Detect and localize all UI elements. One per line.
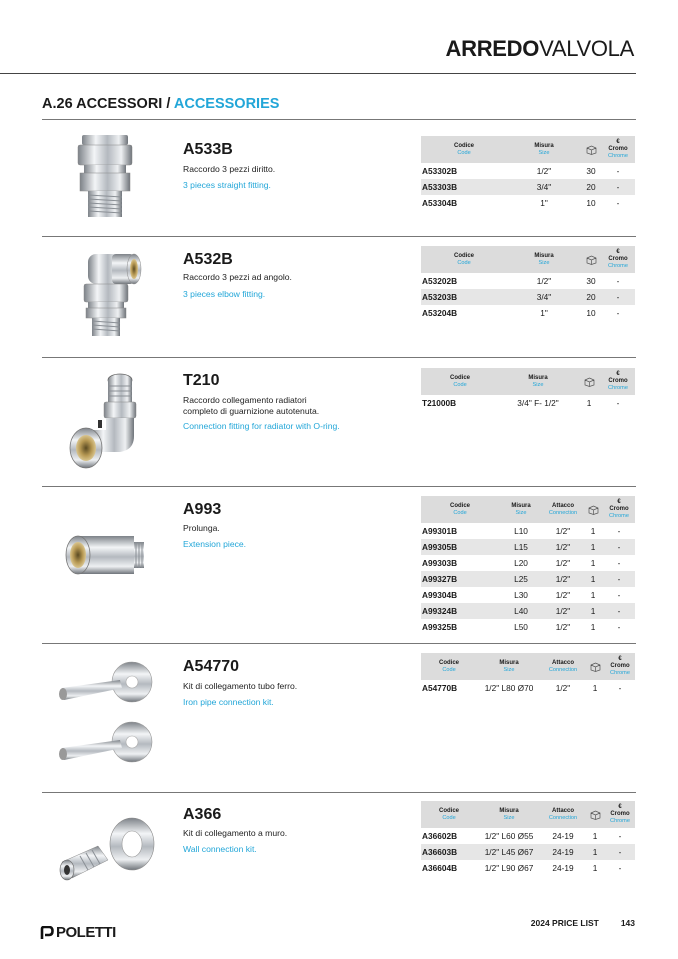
extension-piece-image	[50, 520, 160, 590]
col-package	[581, 246, 601, 273]
section-title	[42, 96, 279, 112]
euro-icon: €	[618, 804, 622, 810]
product-desc-it: Kit di collegamento tubo ferro.	[183, 681, 298, 691]
brand-light: VALVOLA	[539, 36, 634, 61]
logo-text: POLETTI	[56, 924, 116, 941]
section-rule	[42, 119, 636, 120]
price-table	[421, 136, 635, 211]
euro-icon: €	[616, 139, 620, 145]
table-row: A53304B 1" 10 -	[422, 198, 620, 208]
table-row: A99324B L40 1/2" 1 -	[421, 603, 635, 619]
table-header	[421, 368, 635, 395]
col-price: € Cromo Chrome	[601, 246, 635, 273]
table-header	[421, 801, 635, 828]
col-connection: Attacco Connection	[541, 801, 585, 828]
section-title-en: ACCESSORIES	[173, 96, 280, 112]
col-package	[583, 496, 603, 523]
price-table	[421, 496, 635, 635]
table-header	[421, 496, 635, 523]
col-price: € Cromo Chrome	[601, 136, 635, 163]
table-row: A99305B L15 1/2" 1 -	[421, 539, 635, 555]
product-divider	[42, 236, 636, 237]
product-desc-en: Iron pipe connection kit.	[183, 697, 274, 707]
table-row: A54770B 1/2" L80 Ø70 1/2" 1 -	[422, 683, 622, 693]
col-size: Misura Size	[507, 246, 581, 273]
product-name: T210	[183, 372, 220, 389]
box-icon	[590, 810, 601, 820]
product-desc-it: Prolunga.	[183, 523, 220, 533]
product-name: A366	[183, 806, 222, 823]
table-row: A53202B 1/2" 30 -	[422, 276, 620, 286]
table-row: A36602B 1/2" L60 Ø55 24-19 1 -	[422, 831, 622, 841]
wall-kit-image	[50, 812, 160, 894]
table-header	[421, 246, 635, 273]
section-code: A.26 ACCESSORI /	[42, 96, 174, 112]
col-size: Misura Size	[477, 801, 541, 828]
col-package	[585, 653, 605, 680]
price-table	[421, 246, 635, 321]
col-price: € Cromo Chrome	[605, 653, 635, 680]
box-icon	[584, 377, 595, 387]
table-row: A36603B 1/2" L45 Ø67 24-19 1 -	[421, 844, 635, 860]
col-price: € Cromo Chrome	[603, 496, 635, 523]
col-size: Misura Size	[507, 136, 581, 163]
product-desc-en: Connection fitting for radiator with O-ring.	[183, 421, 340, 431]
box-icon	[590, 662, 601, 672]
price-list-label: 2024 PRICE LIST	[530, 918, 599, 928]
col-package	[585, 801, 605, 828]
col-code: Codice Code	[421, 653, 477, 680]
footer-info	[531, 918, 635, 928]
box-icon	[586, 145, 597, 155]
table-row: A36604B 1/2" L90 Ø67 24-19 1 -	[422, 863, 622, 873]
product-name: A533B	[183, 141, 233, 158]
col-connection: Attacco Connection	[543, 496, 583, 523]
product-desc-it: Raccordo collegamento radiatori completo di guarnizione autotenuta.	[183, 395, 320, 416]
product-desc-it: Raccordo 3 pezzi ad angolo.	[183, 272, 292, 282]
table-row: T21000B 3/4" F- 1/2" 1 -	[422, 398, 620, 408]
table-row: A53303B 3/4" 20 -	[421, 179, 635, 195]
price-table	[421, 653, 635, 696]
table-row: A99325B L50 1/2" 1 -	[422, 622, 621, 632]
col-code: Codice Code	[421, 136, 507, 163]
euro-icon: €	[616, 249, 620, 255]
price-table	[421, 368, 635, 411]
table-row: A53204B 1" 10 -	[422, 308, 620, 318]
table-row: A53302B 1/2" 30 -	[422, 166, 620, 176]
elbow-fitting-image	[50, 246, 160, 341]
table-header	[421, 136, 635, 163]
col-connection: Attacco Connection	[541, 653, 585, 680]
product-desc-it: Raccordo 3 pezzi diritto.	[183, 164, 276, 174]
table-row: A99303B L20 1/2" 1 -	[422, 558, 621, 568]
euro-icon: €	[618, 656, 622, 662]
table-row: A53203B 3/4" 20 -	[421, 289, 635, 305]
col-price: € Cromo Chrome	[605, 801, 635, 828]
product-desc-en: 3 pieces elbow fitting.	[183, 289, 266, 299]
iron-pipe-kit-image	[50, 660, 160, 772]
price-table	[421, 801, 635, 876]
euro-icon: €	[617, 499, 621, 505]
radiator-fitting-image	[50, 368, 160, 476]
product-name: A993	[183, 501, 222, 518]
brand-title	[446, 36, 634, 62]
col-code: Codice Code	[421, 801, 477, 828]
product-desc-en: Extension piece.	[183, 539, 247, 549]
top-rule	[0, 73, 636, 74]
col-code: Codice Code	[421, 496, 499, 523]
page-number: 143	[620, 918, 635, 928]
product-name: A532B	[183, 251, 233, 268]
product-divider	[42, 357, 636, 358]
col-size: Misura Size	[477, 653, 541, 680]
col-price: € Cromo Chrome	[601, 368, 635, 395]
product-desc-en: 3 pieces straight fitting.	[183, 180, 271, 190]
straight-fitting-image	[50, 130, 160, 225]
col-package	[581, 136, 601, 163]
table-header	[421, 653, 635, 680]
euro-icon: €	[616, 371, 620, 377]
box-icon	[586, 255, 597, 265]
poletti-logo	[40, 924, 116, 941]
product-divider	[42, 792, 636, 793]
col-size: Misura Size	[499, 368, 577, 395]
box-icon	[588, 505, 599, 515]
col-package	[577, 368, 601, 395]
product-name: A54770	[183, 658, 240, 675]
table-row: A99327B L25 1/2" 1 -	[421, 571, 635, 587]
table-row: A99301B L10 1/2" 1 -	[422, 526, 621, 536]
table-row: A99304B L30 1/2" 1 -	[422, 590, 621, 600]
poletti-logo-icon	[40, 926, 54, 940]
product-divider	[42, 643, 636, 644]
brand-bold: ARREDO	[445, 36, 540, 61]
product-divider	[42, 486, 636, 487]
product-desc-it: Kit di collegamento a muro.	[183, 828, 288, 838]
product-desc-en: Wall connection kit.	[183, 844, 257, 854]
col-code: Codice Code	[421, 246, 507, 273]
col-size: Misura Size	[499, 496, 543, 523]
col-code: Codice Code	[421, 368, 499, 395]
